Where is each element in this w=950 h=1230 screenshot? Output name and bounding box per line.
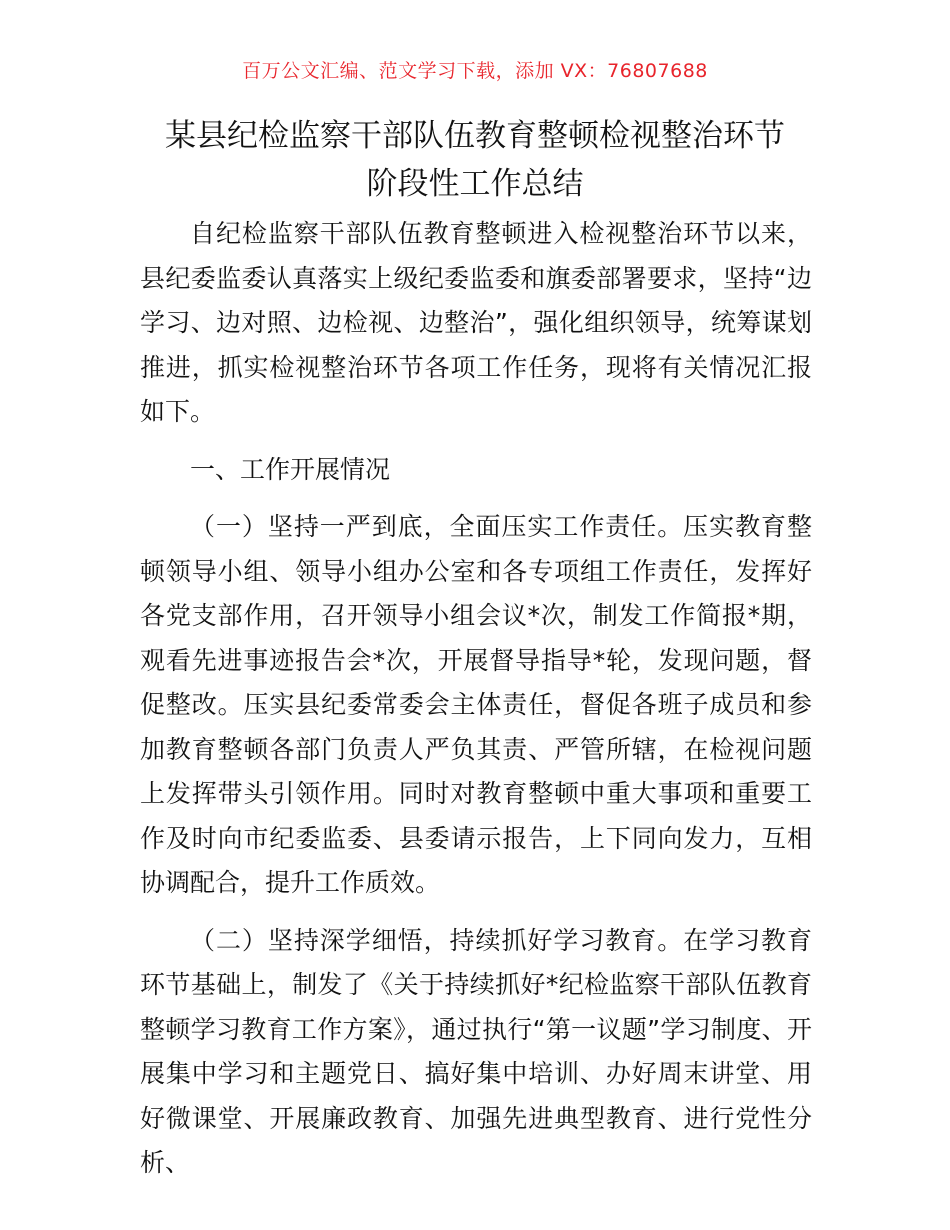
watermark-text: 百万公文汇编、范文学习下载，添加 VX：76807688 [242,60,708,82]
document-body [140,212,812,1199]
section-heading-1: 一、工作开展情况 [190,454,391,484]
intro-paragraph: 自纪检监察干部队伍教育整顿进入检视整治环节以来，县纪委监委认真落实上级纪委监委和旗委部署要求，坚持“边学习、边对照、边检视、边整治”，强化组织领导，统筹谋划推进，抓实检视整治环节各项工作任务，现将有关情况汇报如下。 [140,219,812,426]
document-title [0,112,950,208]
title-line-2: 阶段性工作总结 [366,166,584,202]
paragraph-1: （一）坚持一严到底，全面压实工作责任。压实教育整顿领导小组、领导小组办公室和各专项组工作责任，发挥好各党支部作用，召开领导小组会议*次，制发工作简报*期，观看先进事迹报告会*次，开展督导指导*轮，发现问题，督促整改。压实县纪委常委会主体责任，督促各班子成员和参加教育整顿各部门负责人严负其责、严管所辖，在检视问题上发挥带头引领作用。同时对教育整顿中重大事项和重要工作及时向市纪委监委、县委请示报告，上下同向发力，互相协调配合，提升工作质效。 [140,512,812,897]
title-line-1: 某县纪检监察干部队伍教育整顿检视整治环节 [165,118,785,154]
paragraph-2: （二）坚持深学细悟，持续抓好学习教育。在学习教育环节基础上，制发了《关于持续抓好*纪检监察干部队伍教育整顿学习教育工作方案》，通过执行“第一议题”学习制度、开展集中学习和主题党日、搞好集中培训、办好周末讲堂、用好微课堂、开展廉政教育、加强先进典型教育、进行党性分析、 [140,925,812,1177]
